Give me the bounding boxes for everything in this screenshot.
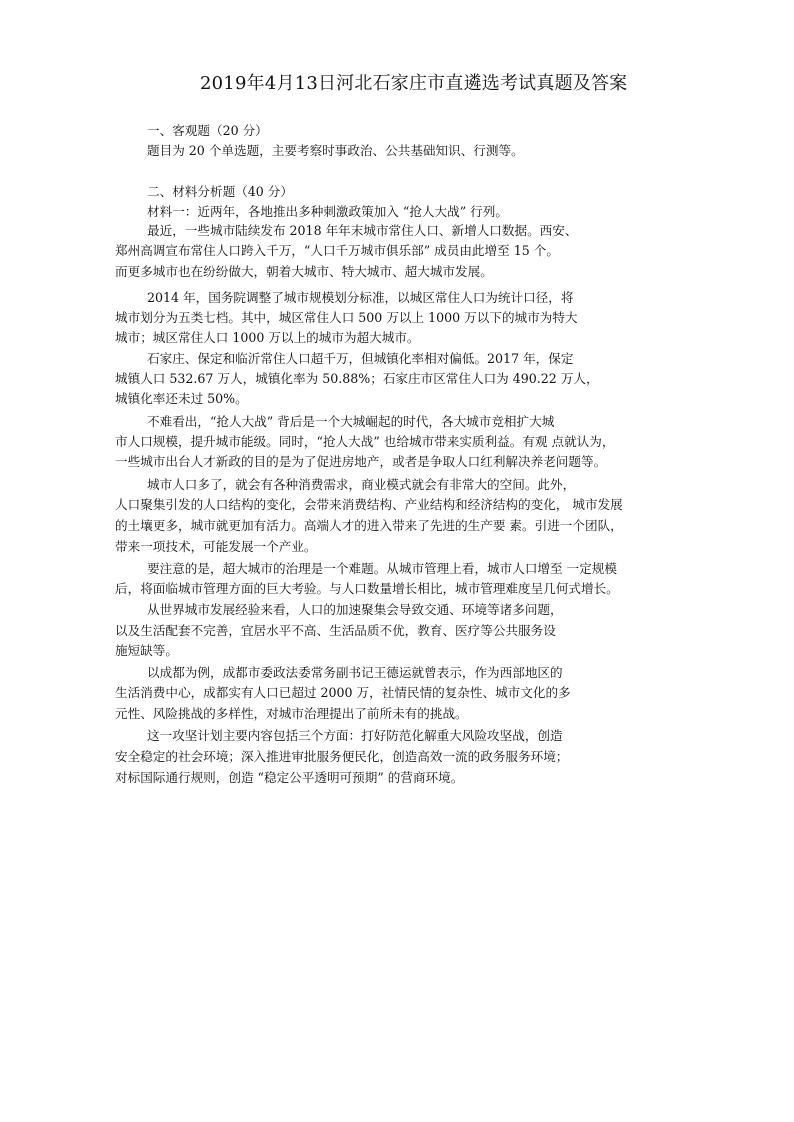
text-line: 一、客观题（20 分） xyxy=(147,123,268,138)
text-line: 材料一：近两年，各地推出多种刺激政策加入 “抢人大战” 行列。 xyxy=(147,204,508,219)
text-line: 后，将面临城市管理方面的巨大考验。与人口数量增长相比，城市管理难度呈几何式增长。 xyxy=(115,581,619,596)
text-line: 石家庄、保定和临沂常住人口超千万，但城镇化率相对偏低。2017 年，保定 xyxy=(147,351,574,366)
text-line: 对标国际通行规则，创造 “稳定公平透明可预期” 的营商环境。 xyxy=(115,770,464,785)
text-line: 生活消费中心，成都实有人口已超过 2000 万，社情民情的复杂性、城市文化的多 xyxy=(115,685,571,700)
text-line: 从世界城市发展经验来看，人口的加速聚集会导致交通、环境等诸多问题， xyxy=(147,602,563,617)
text-line: 最近，一些城市陆续发布 2018 年年末城市常住人口、新增人口数据。西安、 xyxy=(147,223,578,238)
text-line: 城市；城区常住人口 1000 万以上的城市为超大城市。 xyxy=(115,330,420,345)
text-line: 城市划分为五类七档。其中，城区常住人口 500 万以上 1000 万以下的城市为特大 xyxy=(115,310,578,325)
text-line: 城市人口多了，就会有各种消费需求，商业模式就会有非常大的空间。此外， xyxy=(147,477,576,492)
text-line: 带来一项技术，可能发展一个产业。 xyxy=(115,539,317,554)
text-line: 郑州高调宣布常住人口跨入千万，“人口千万城市俱乐部” 成员由此增至 15 个。 xyxy=(115,243,559,258)
text-line: 城镇人口 532.67 万人，城镇化率为 50.88%；石家庄市区常住人口为 490.22 万人， xyxy=(115,371,599,386)
text-line: 以及生活配套不完善，宜居水平不高、生活品质不优，教育、医疗等公共服务设 xyxy=(115,623,556,638)
text-line: 人口聚集引发的人口结构的变化，会带来消费结构、产业结构和经济结构的变化， 城市发展 xyxy=(115,497,623,512)
text-line: 题目为 20 个单选题，主要考察时事政治、公共基础知识、行测等。 xyxy=(147,143,524,158)
text-line: 元性、风险挑战的多样性，对城市治理提出了前所未有的挑战。 xyxy=(115,706,468,721)
text-line: 安全稳定的社会环境；深入推进审批服务便民化，创造高效一流的政务服务环境； xyxy=(115,749,569,764)
text-line: 二、材料分析题（40 分） xyxy=(147,184,293,199)
text-line: 城镇化率还未过 50%。 xyxy=(115,391,248,406)
text-line: 一些城市出台人才新政的目的是为了促进房地产，或者是争取人口红利解决养老问题等。 xyxy=(115,454,607,469)
text-line: 以成都为例，成都市委政法委常务副书记王德运就曾表示，作为西部地区的 xyxy=(147,665,563,680)
text-line: 而更多城市也在纷纷做大，朝着大城市、特大城市、超大城市发展。 xyxy=(115,264,493,279)
text-line: 要注意的是，超大城市的治理是一个难题。从城市管理上看，城市人口增至 一定规模 xyxy=(147,561,617,576)
document-title: 2019年4月13日河北石家庄市直遴选考试真题及答案 xyxy=(200,73,628,94)
text-line: 这一攻坚计划主要内容包括三个方面：打好防范化解重大风险攻坚战，创造 xyxy=(147,728,563,743)
text-line: 2014 年，国务院调整了城市规模划分标准，以城区常住人口为统计口径，将 xyxy=(147,290,574,305)
text-line: 不难看出，“抢人大战” 背后是一个大城崛起的时代，各大城市竞相扩大城 xyxy=(147,414,555,429)
text-line: 的土壤更多，城市就更加有活力。高端人才的进入带来了先进的生产要 素。引进一个团队， xyxy=(115,518,623,533)
text-line: 施短缺等。 xyxy=(115,643,178,658)
text-line: 市人口规模，提升城市能级。同时，“抢人大战” 也给城市带来实质利益。有观 点就认为， xyxy=(115,434,615,449)
